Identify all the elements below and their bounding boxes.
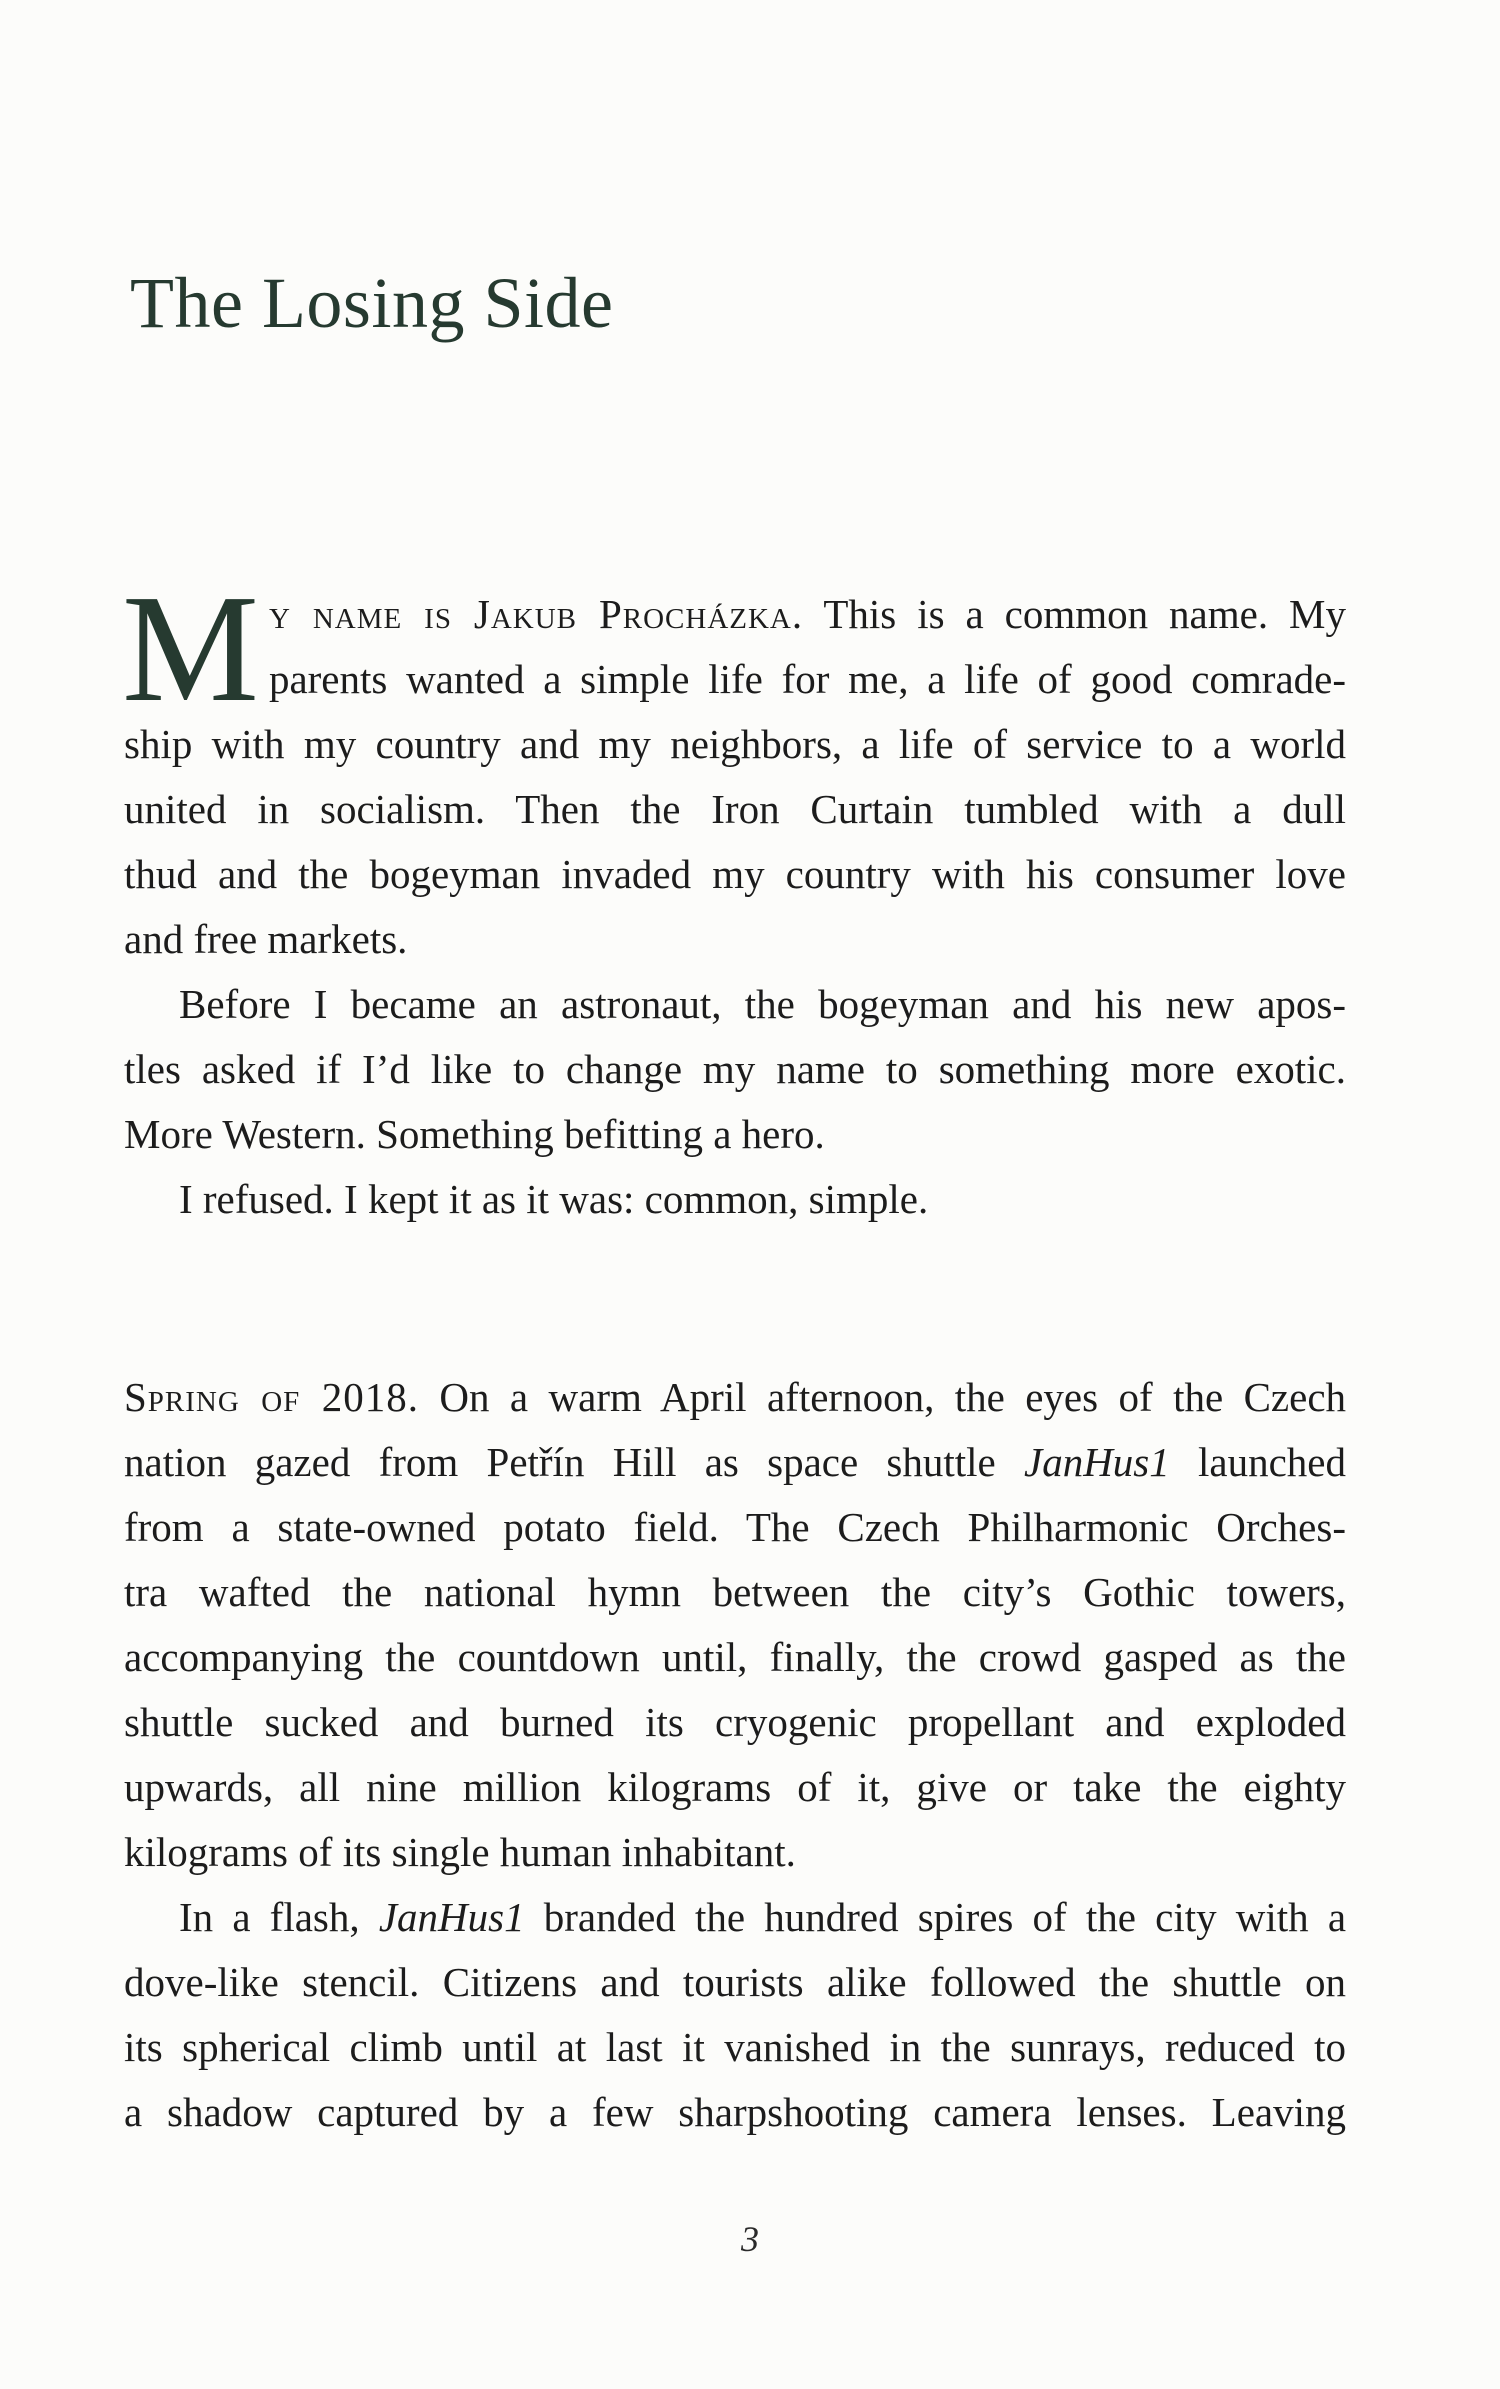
paragraph-line: kilograms of its single human inhabitant. <box>124 1829 796 1875</box>
paragraph-line: ship with my country and my neighbors, a life of service to a world <box>124 721 1346 767</box>
paragraph-line: dove-like stencil. Citizens and tourists alike followed the shuttle on <box>124 1959 1346 2005</box>
line-text: launched <box>1198 1439 1346 1485</box>
paragraph-line: parents wanted a simple life for me, a life of good comrade- <box>268 656 1346 702</box>
section-two <box>124 1365 1346 2145</box>
shuttle-name: JanHus1 <box>1024 1439 1170 1485</box>
line-text: branded the hundred spires of the city with a <box>543 1894 1347 1940</box>
section-one <box>122 564 1346 1232</box>
section-small-caps: Spring of 2018. <box>124 1374 419 1420</box>
paragraph-line: its spherical climb until at last it vanished in the sunrays, reduced to <box>124 2024 1346 2070</box>
line-text: nation gazed from Petřín Hill as space shuttle <box>124 1439 996 1485</box>
paragraph-line: from a state-owned potato field. The Czech Philharmonic Orches- <box>124 1504 1346 1550</box>
paragraph-line: Before I became an astronaut, the bogeyman and his new apos- <box>179 981 1346 1027</box>
paragraph-line: united in socialism. Then the Iron Curtain tumbled with a dull <box>124 786 1346 832</box>
paragraph-line <box>124 1885 1346 1950</box>
line-text: In a flash, <box>179 1894 360 1940</box>
line-text: On a warm April afternoon, the eyes of the Czech <box>439 1374 1347 1420</box>
paragraph-line: upwards, all nine million kilograms of it, give or take the eighty <box>124 1764 1346 1810</box>
page-number: 3 <box>741 2219 759 2259</box>
paragraph-line: tra wafted the national hymn between the city’s Gothic towers, <box>124 1569 1346 1615</box>
paragraph-line <box>124 582 1346 647</box>
paragraph-line: a shadow captured by a few sharpshooting camera lenses. Leaving <box>124 2089 1346 2135</box>
paragraph-line: tles asked if I’d like to change my name to something more exotic. <box>124 1046 1346 1092</box>
chapter-title: The Losing Side <box>130 263 614 343</box>
paragraph-line <box>124 1430 1346 1495</box>
paragraph-line: thud and the bogeyman invaded my country with his consumer love <box>124 851 1346 897</box>
paragraph-line: and free markets. <box>124 916 408 962</box>
paragraph-line <box>124 1365 1346 1430</box>
drop-cap: M <box>122 564 259 734</box>
line-text: This is a common name. My <box>823 591 1346 637</box>
opening-small-caps: y name is Jakub Procházka. <box>268 591 804 637</box>
paragraph-line: I refused. I kept it as it was: common, simple. <box>179 1176 929 1222</box>
paragraph-line: accompanying the countdown until, finally, the crowd gasped as the <box>124 1634 1346 1680</box>
paragraph-line: More Western. Something befitting a hero. <box>124 1111 825 1157</box>
paragraph-line: shuttle sucked and burned its cryogenic propellant and exploded <box>124 1699 1346 1745</box>
shuttle-name: JanHus1 <box>378 1894 525 1940</box>
